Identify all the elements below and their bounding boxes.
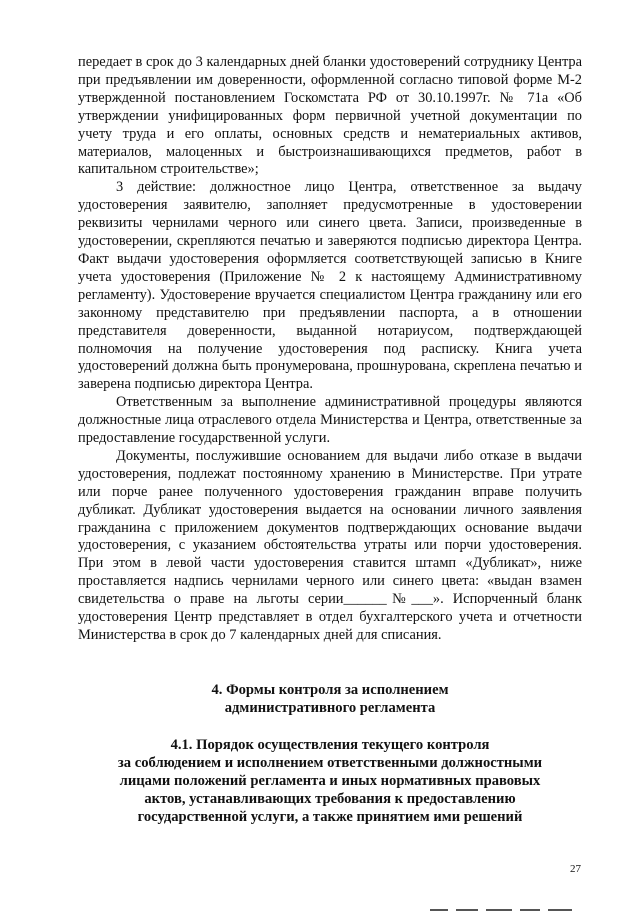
paragraph-action-3: 3 действие: должностное лицо Центра, ответственное за выдачу удостоверения заявителю, заполняет предусмотренные в удостоверении реквизиты чернилами черного или синего цвета. Записи, произведенные в удостоверении, скрепляются печатью и заверяются подписью директора Центра. Факт выдачи удостоверения оформляется соответствующей записью в Книге учета удостоверения (Приложение № 2 к настоящему Административному регламенту). Удостоверение вручается специалистом Центра гражданину или его законному представителю при предъявлении паспорта, а в отношении представителя доверенности, выданной нотариусом, подтверждающей полномочия на получение удостоверения под расписку. Книга учета удостоверений должна быть пронумерована, прошнурована, скреплена печатью и заверена подписью директора Центра.: [78, 179, 582, 393]
section-4-heading-line-1: 4. Формы контроля за исполнением: [211, 682, 449, 698]
section-4-1-heading-line-3: лицами положений регламента и иных нормативных правовых: [119, 773, 541, 789]
section-4-1-heading: [78, 736, 582, 826]
section-4-1-heading-line-4: актов, устанавливающих требования к предоставлению: [144, 791, 516, 807]
section-4-1-heading-line-2: за соблюдением и исполнением ответственными должностными: [117, 755, 543, 771]
paragraph-documents: Документы, послужившие основанием для выдачи либо отказе в выдачи удостоверения, подлежат постоянному хранению в Министерстве. При утрате или порче ранее полученного удостоверения гражданин вправе получить дубликат. Дубликат удостоверения выдается на основании личного заявления гражданина с приложением документов подтверждающих основание выдачи удостоверения, с указанием обстоятельства утраты или порчи удостоверения. При этом в левой части удостоверения ставится штамп «Дубликат», ниже проставляется надпись чернилами черного или синего цвета: «выдан взамен свидетельства о праве на льготы серии______№___». Испорченный бланк удостоверения Центр представляет в отдел бухгалтерского учета и отчетности Министерства в срок до 7 календарных дней для списания.: [78, 447, 582, 643]
section-4-1-heading-line-5: государственной услуги, а также принятием ими решений: [137, 809, 523, 825]
section-4-heading-line-2: административного регламента: [224, 700, 436, 716]
section-4-heading: [78, 681, 582, 717]
body-text: [78, 54, 582, 645]
paragraph-continuation: передает в срок до 3 календарных дней бланки удостоверений сотруднику Центра при предъявлении им доверенности, оформленной согласно типовой форме М-2 утвержденной постановлением Госкомстата РФ от 30.10.1997г. № 71а «Об утверждении унифицированных форм первичной учетной документации по учету труда и его оплаты, основных средств и нематериальных активов, материалов, малоценных и быстроизнашивающихся предметов, работ в капитальном строительстве»;: [78, 54, 582, 178]
page-number: 27: [570, 863, 581, 875]
section-4-1-heading-line-1: 4.1. Порядок осуществления текущего контроля: [170, 737, 490, 753]
paragraph-responsible: Ответственным за выполнение административной процедуры являются должностные лица отраслевого отдела Министерства и Центра, ответственные за предоставление государственной услуги.: [78, 394, 582, 447]
scan-edge-marks: [430, 898, 600, 901]
